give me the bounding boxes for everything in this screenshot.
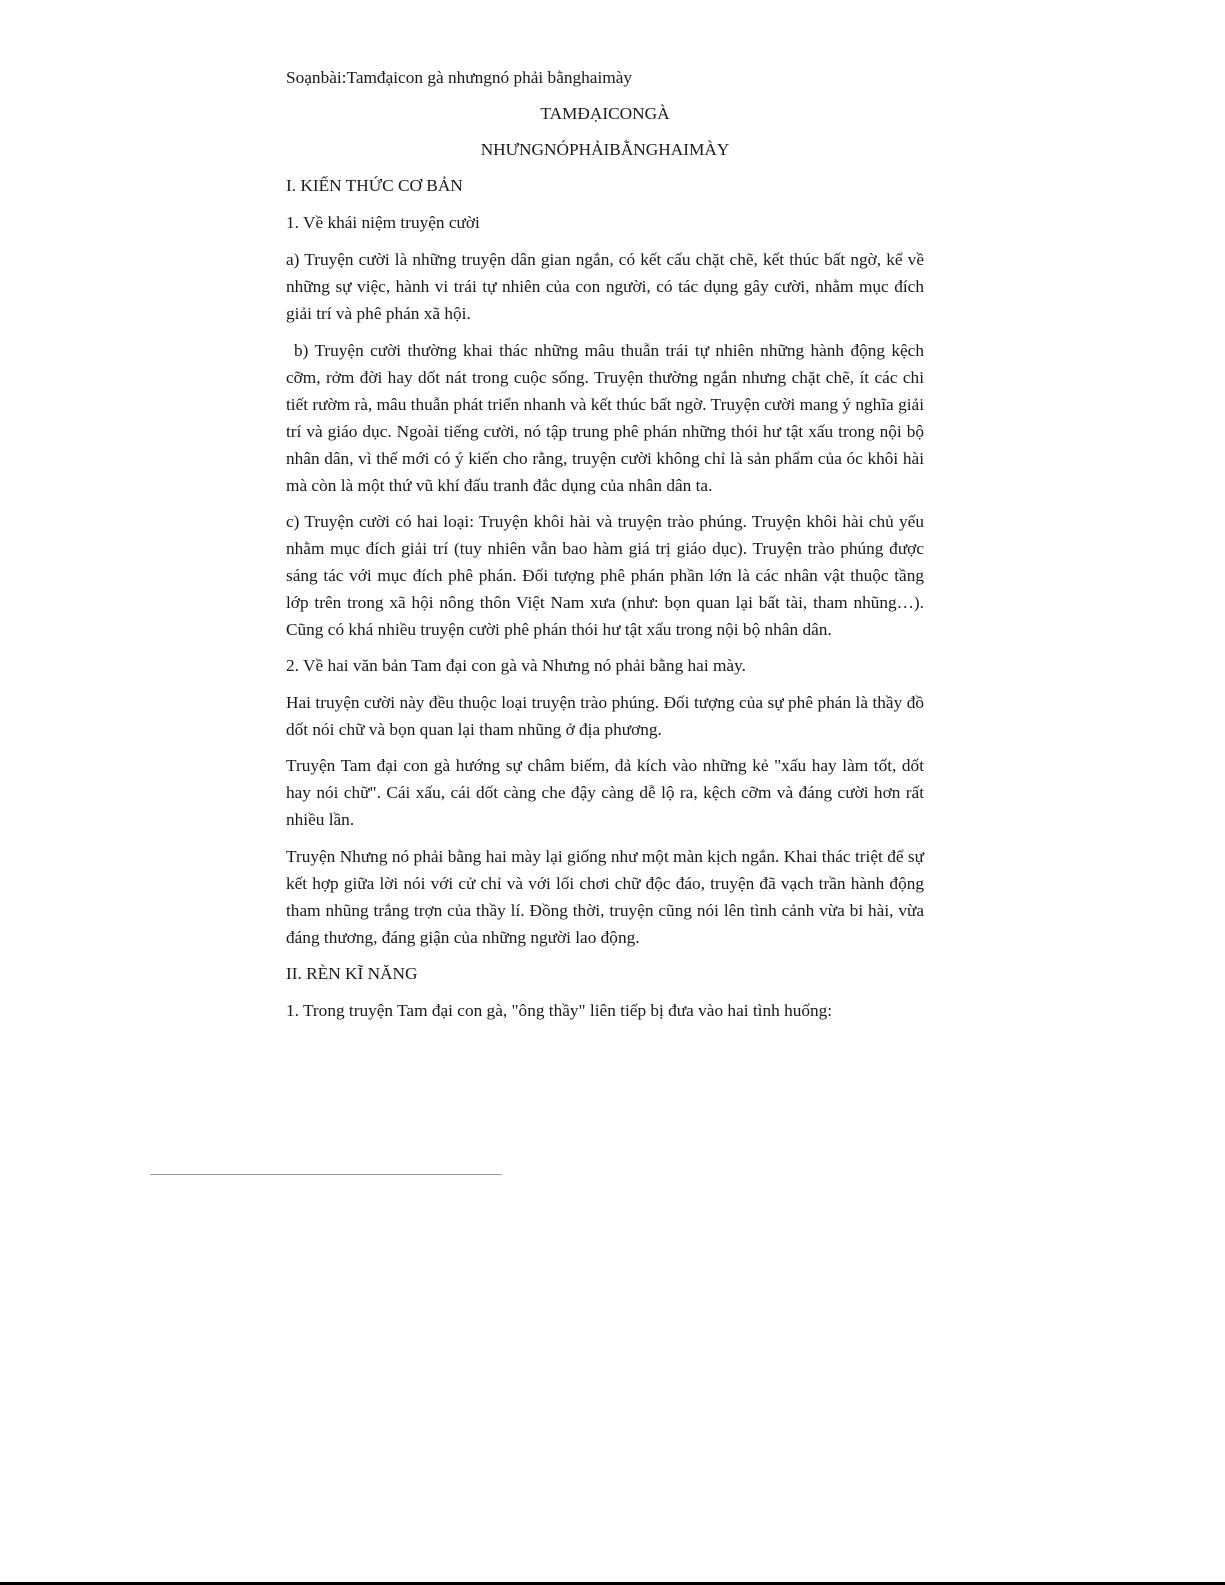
- title-line-2: NHƯNGNÓPHẢIBẰNGHAIMÀY: [480, 140, 730, 159]
- header-line: Soạnbài:Tamđạicon gà nhưngnó phải bằnghaimày: [286, 68, 633, 87]
- paragraph-b: b) Truyện cười thường khai thác những mâu thuẫn trái tự nhiên những hành động kệch cỡm, rởm đời hay dốt nát trong cuộc sống. Truyện thường ngắn nhưng chặt chẽ, ít các chi tiết rườm rà, mâu thuẫn phát triển nhanh và kết thúc bất ngờ. Truyện cười mang ý nghĩa giải trí và giáo dục. Ngoài tiếng cười, nó tập trung phê phán những thói hư tật xấu trong nội bộ nhân dân, vì thế mới có ý kiến cho rằng, truyện cười không chỉ là sản phẩm của óc khôi hài mà còn là một thứ vũ khí đấu tranh đắc dụng của nhân dân ta.: [286, 341, 924, 495]
- section-heading-basic-knowledge: I. KIẾN THỨC CƠ BẢN: [286, 176, 463, 195]
- subsection-heading-two-texts: 2. Về hai văn bản Tam đại con gà và Nhưng nó phải bằng hai mày.: [286, 656, 746, 675]
- subsection-heading-concept: 1. Về khái niệm truyện cười: [286, 213, 480, 232]
- section-heading-skills: II. RÈN KĨ NĂNG: [286, 964, 418, 983]
- document-body: [286, 64, 924, 1024]
- title-line-1: TAMĐẠICONGÀ: [540, 104, 670, 123]
- paragraph-tam-dai-con-ga: Truyện Tam đại con gà hướng sự châm biếm, đả kích vào những kẻ "xấu hay làm tốt, dốt hay nói chữ". Cái xấu, cái dốt càng che đậy càng dễ lộ ra, kệch cỡm và đáng cười hơn rất nhiều lần.: [286, 756, 924, 829]
- paragraph-two-texts-genre: Hai truyện cười này đều thuộc loại truyện trào phúng. Đối tượng của sự phê phán là thầy đồ dốt nói chữ và bọn quan lại tham nhũng ở địa phương.: [286, 693, 924, 739]
- paragraph-a: a) Truyện cười là những truyện dân gian ngắn, có kết cấu chặt chẽ, kết thúc bất ngờ, kể về những sự việc, hành vi trái tự nhiên của con người, có tác dụng gây cười, nhằm mục đích giải trí và phê phán xã hội.: [286, 250, 924, 323]
- paragraph-nhung-no-phai: Truyện Nhưng nó phải bằng hai mày lại giống như một màn kịch ngắn. Khai thác triệt để sự kết hợp giữa lời nói với cử chỉ và với lối chơi chữ độc đáo, truyện đã vạch trần hành động tham nhũng trắng trợn của thầy lí. Đồng thời, truyện cũng nói lên tình cảnh vừa bi hài, vừa đáng thương, đáng giận của những người lao động.: [286, 847, 924, 947]
- paragraph-c: c) Truyện cười có hai loại: Truyện khôi hài và truyện trào phúng. Truyện khôi hài chủ yếu nhằm mục đích giải trí (tuy nhiên vẫn bao hàm giá trị giáo dục). Truyện trào phúng được sáng tác với mục đích phê phán. Đối tượng phê phán phần lớn là các nhân vật thuộc tầng lớp trên trong xã hội nông thôn Việt Nam xưa (như: bọn quan lại bất tài, tham nhũng…). Cũng có khá nhiều truyện cười phê phán thói hư tật xấu trong nội bộ nhân dân.: [286, 512, 924, 639]
- skill-item-1: 1. Trong truyện Tam đại con gà, "ông thầy" liên tiếp bị đưa vào hai tình huống:: [286, 1001, 833, 1020]
- footnote-divider: [150, 1174, 502, 1175]
